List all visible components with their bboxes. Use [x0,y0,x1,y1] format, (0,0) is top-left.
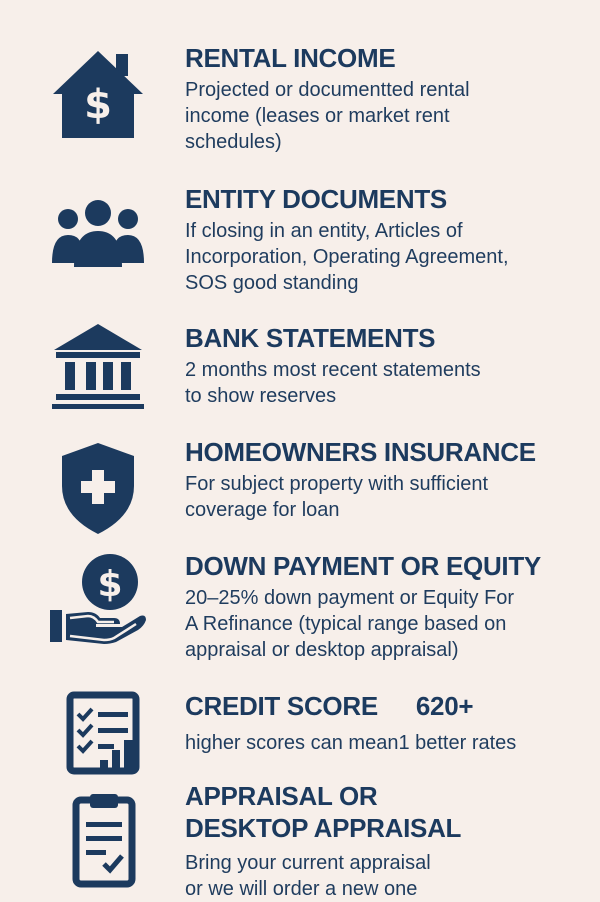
hand-coin-icon [48,552,148,652]
item-title: DOWN PAYMENT OR EQUITY [185,551,541,581]
item-description: 20–25% down payment or Equity For A Refinance (typical range based on appraisal or desktop appraisal) [185,587,515,661]
item-description: 2 months most recent statements to show reserves [185,359,481,407]
svg-text:$: $ [84,82,112,128]
clipboard-check-icon [48,792,148,892]
item-title: ENTITY DOCUMENTS [185,184,447,214]
item-description: If closing in an entity, Articles of Incorporation, Operating Agreement, SOS good standing [185,220,509,294]
bank-icon [48,322,148,422]
svg-text:$: $ [97,564,123,605]
credit-score-value: 620+ [415,691,474,721]
shield-plus-icon [48,438,148,538]
item-description: higher scores can mean1 better rates [185,732,517,754]
item-description: Projected or documentted rental income (leases or market rent schedules) [185,79,470,153]
item-title: HOMEOWNERS INSURANCE [185,437,536,467]
item-description: Bring your current appraisal or we will order a new one [185,852,431,900]
people-group-icon [48,191,148,291]
item-title: APPRAISAL OR DESKTOP APPRAISAL [185,781,462,843]
item-title: BANK STATEMENTS [185,323,436,353]
house-dollar-icon [48,46,148,146]
credit-score-label: CREDIT SCORE [185,691,378,721]
item-title [185,690,590,722]
item-description: For subject property with sufficient coverage for loan [185,473,489,521]
checklist-chart-icon [48,690,148,790]
item-title: RENTAL INCOME [185,43,396,73]
